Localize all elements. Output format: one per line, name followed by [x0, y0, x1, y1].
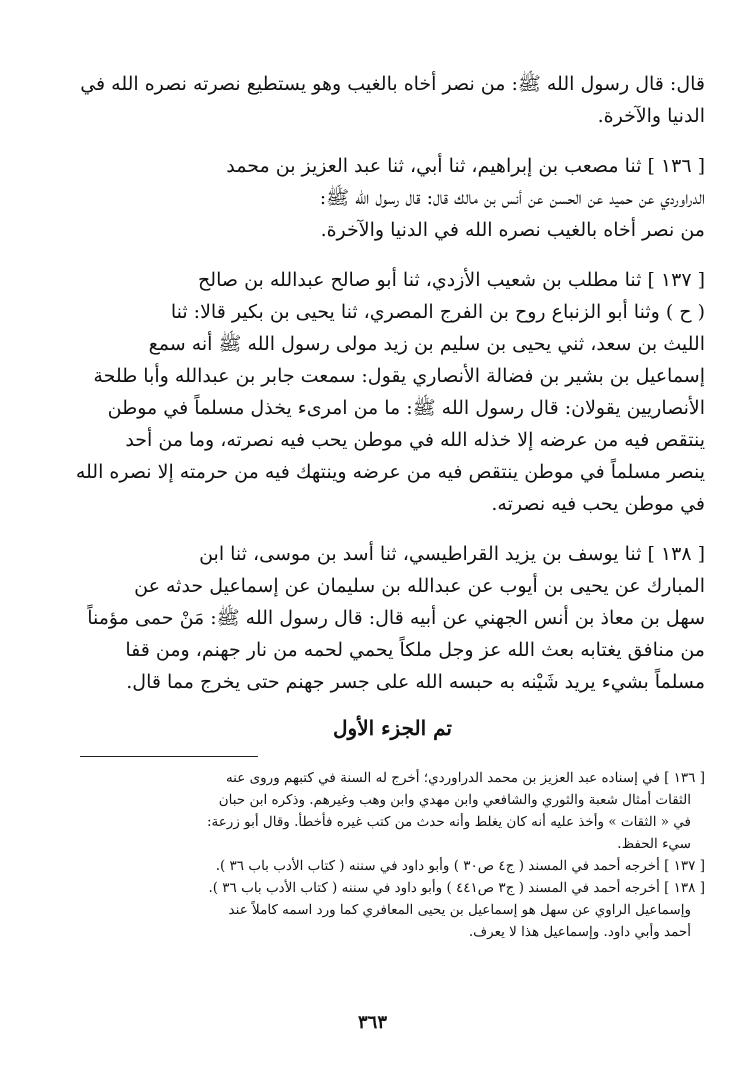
paragraph [80, 150, 705, 246]
text-line: من منافق يغتابه بعث الله عز وجل ملكاً يحمي لحمه من نار جهنم، ومن قفا [125, 639, 705, 661]
text-line: المبارك عن يحيى بن أيوب عن عبدالله بن سليمان عن إسماعيل حدثه عن [134, 575, 705, 597]
footnote-line: [ ١٣٨ ] أخرجه أحمد في المسند ( ج٣ ص٤٤١ ) وأبو داود في سننه ( كتاب الأدب باب ٣٦ ). [208, 880, 705, 896]
text-line: في موطن يحب فيه نصرته. [491, 493, 705, 515]
page-number: ٣٦٣ [357, 1012, 387, 1033]
text-line: إسماعيل بن بشير بن فضالة الأنصاري يقول: سمعت جابر بن عبدالله وأبا طلحة [93, 365, 705, 387]
footnote-separator [80, 756, 258, 757]
text-line: الأنصاريين يقولان: قال رسول الله ﷺ: ما من امرىء يخذل مسلماً في موطن [107, 397, 705, 419]
paragraph [80, 538, 705, 698]
book-page [75, 68, 705, 943]
text-line: [ ١٣٨ ] ثنا يوسف بن يزيد القراطيسي، ثنا أسد بن موسى، ثنا ابن [199, 543, 705, 565]
text-line: قال: قال رسول الله ﷺ: من نصر أخاه بالغيب وهو يستطيع نصرته نصره الله في [80, 73, 705, 95]
text-line: الدنيا والآخرة. [597, 105, 705, 127]
footnote-line: [ ١٣٧ ] أخرجه أحمد في المسند ( ج٤ ص٣٠ ) وأبو داود في سننه ( كتاب الأدب باب ٣٦ ). [215, 858, 705, 874]
footnote-line: وإسماعيل الراوي عن سهل هو إسماعيل بن يحيى المعافري كما ورد اسمه كاملاً عند [228, 902, 691, 918]
end-of-part-heading: تم الجزء الأول [333, 716, 452, 740]
footnote [80, 855, 705, 877]
main-text [75, 68, 705, 698]
footnotes [80, 767, 705, 943]
text-line: من نصر أخاه بالغيب نصره الله في الدنيا والآخرة. [320, 219, 705, 241]
paragraph [75, 264, 705, 520]
text-line: الليث بن سعد، ثني يحيى بن سليم بن زيد مولى رسول الله ﷺ أنه سمع [148, 333, 705, 355]
footnote [80, 877, 705, 943]
text-line: سهل بن معاذ بن أنس الجهني عن أبيه قال: قال رسول الله ﷺ: مَنْ حمى مؤمناً [87, 607, 705, 629]
footnote-line: في « الثقات » وأخذ عليه أنه كان يغلط وأنه حدث من كتب غيره فأخطأ. وقال أبو زرعة: [206, 814, 691, 830]
text-line: الدراوردي عن حميد عن الحسن عن أنس بن مالك قال: قال رسول الله ﷺ: [319, 187, 705, 209]
text-line: ( ح ) وثنا أبو الزنباع روح بن الفرج المصري، ثنا يحيى بن بكير قالا: ثنا [170, 301, 705, 323]
footnote [80, 767, 705, 855]
paragraph [80, 68, 705, 132]
footnote-line: أحمد وأبي داود. وإسماعيل هذا لا يعرف. [468, 924, 691, 940]
text-line: ينصر مسلماً في موطن ينتقص فيه من عرضه وينتهك فيه من حرمته إلا نصره الله [75, 461, 705, 483]
text-line: مسلماً بشيء يريد شَيْنه به حبسه الله على جسر جهنم حتى يخرج مما قال. [126, 671, 705, 693]
text-line: [ ١٣٧ ] ثنا مطلب بن شعيب الأزدي، ثنا أبو صالح عبدالله بن صالح [198, 269, 705, 291]
footnote-line: الثقات أمثال شعبة والثوري والشافعي وابن مهدي وابن وهب وغيرهم. وذكره ابن حبان [218, 792, 691, 808]
text-line: [ ١٣٦ ] ثنا مصعب بن إبراهيم، ثنا أبي، ثنا عبد العزيز بن محمد [226, 155, 705, 177]
footnote-line: [ ١٣٦ ] في إسناده عبد العزيز بن محمد الدراوردي؛ أخرج له السنة في كتبهم وروى عنه [225, 770, 705, 786]
text-line: ينتقص فيه من عرضه إلا خذله الله في موطن يحب فيه نصرته، وما من أحد [125, 429, 705, 451]
footnote-line: سيء الحفظ. [617, 836, 691, 852]
